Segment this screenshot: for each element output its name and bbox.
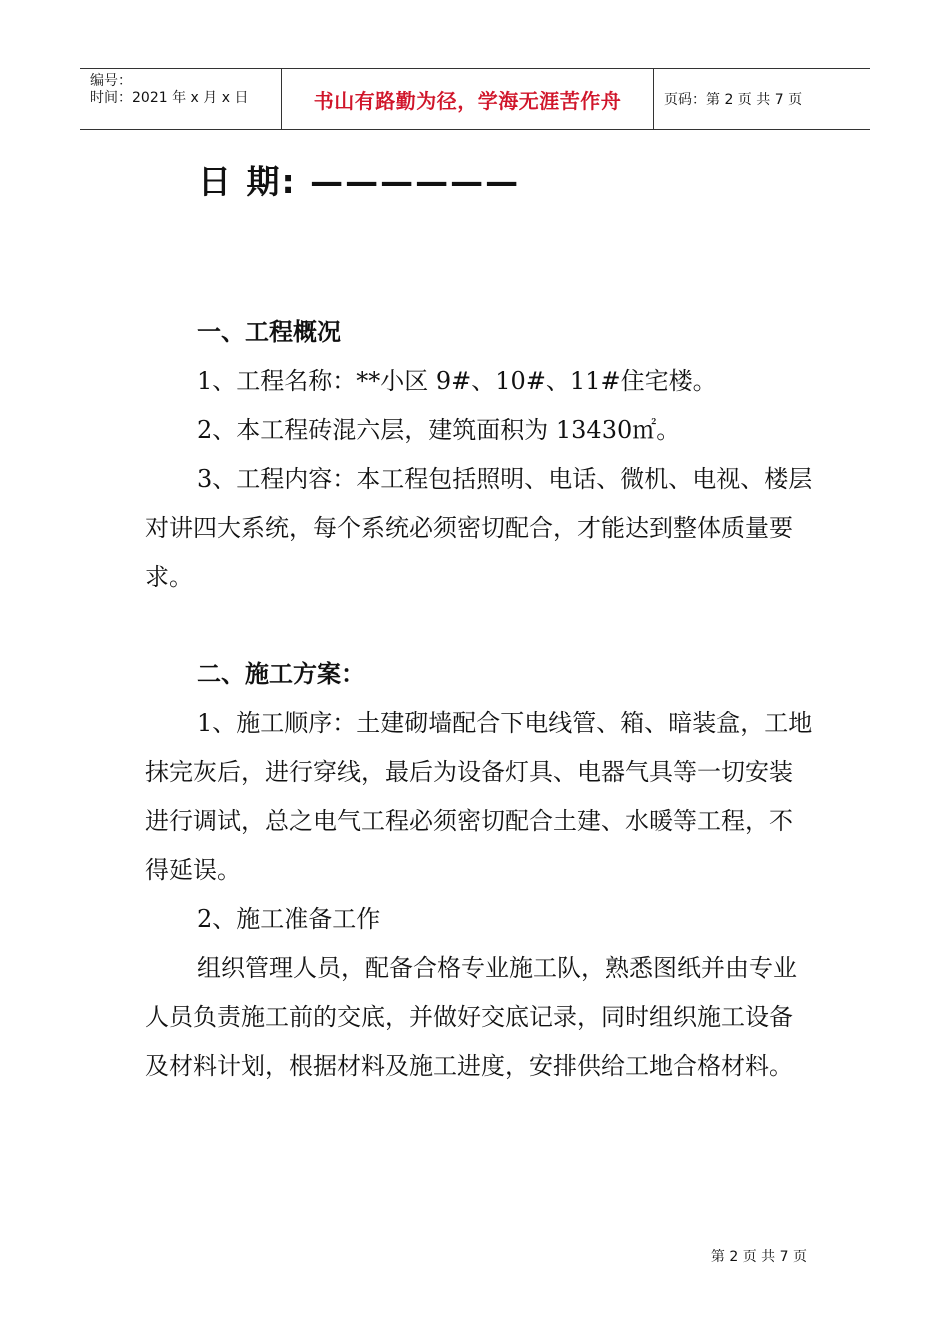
header-motto-cell	[282, 69, 654, 129]
date-line: 日 期: ——————	[198, 162, 521, 201]
header-page-cell	[654, 69, 870, 129]
page-header	[80, 68, 870, 130]
section-1-item-2: 2、本工程砖混六层，建筑面积为 13430㎡。	[197, 416, 681, 444]
section-2-item-2: 2、施工准备工作	[197, 905, 381, 933]
section-1-item-3: 3、工程内容：本工程包括照明、电话、微机、电视、楼层对讲四大系统，每个系统必须密切配合，才能达到整体质量要求。	[145, 465, 813, 591]
header-motto: 书山有路勤为径，学海无涯苦作舟	[313, 88, 622, 113]
section-1-heading: 一、工程概况	[197, 318, 341, 346]
section-2-item-2-body: 组织管理人员，配备合格专业施工队，熟悉图纸并由专业人员负责施工前的交底，并做好交底记录，同时组织施工设备及材料计划，根据材料及施工进度，安排供给工地合格材料。	[145, 954, 797, 1080]
header-meta	[80, 69, 282, 129]
header-page-label: 页码：第 2 页 共 7 页	[664, 92, 803, 108]
section-gap	[145, 602, 815, 650]
section-1-item-1: 1、工程名称：**小区 9#、10#、11#住宅楼。	[197, 367, 717, 395]
page-footer: 第 2 页 共 7 页	[710, 1249, 807, 1265]
section-2-item-1: 1、施工顺序：土建砌墙配合下电线管、箱、暗装盒，工地抹完灰后，进行穿线，最后为设备灯具、电器气具等一切安装进行调试，总之电气工程必须密切配合土建、水暖等工程，不得延误。	[145, 709, 813, 884]
document-body	[145, 308, 815, 1091]
document-time-label: 时间：2021 年 x 月 x 日	[90, 90, 249, 106]
document-number-label: 编号：	[90, 73, 132, 89]
section-2-heading: 二、施工方案：	[197, 660, 365, 688]
